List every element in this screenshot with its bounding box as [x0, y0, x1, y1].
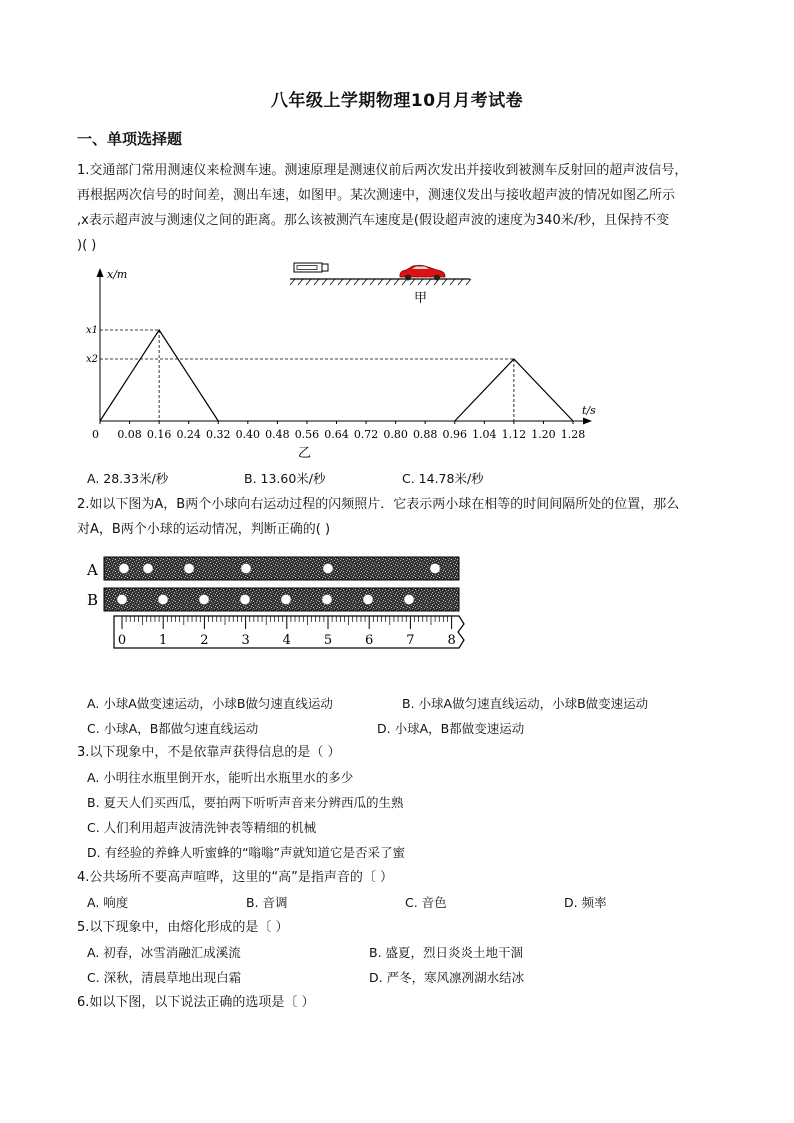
q2-option-c[interactable]: C. 小球A，B都做匀速直线运动	[87, 721, 259, 736]
page-title: 八年级上学期物理10月月考试卷	[270, 91, 524, 111]
x-tick-label: 0.72	[353, 428, 379, 441]
x-tick-label: 0.24	[176, 428, 201, 441]
x-tick-label: 0.96	[442, 428, 467, 441]
ball-b-2	[158, 595, 168, 605]
q2-line-1: 2.如以下图为A，B两个小球向右运动过程的闪频照片．它表示两小球在相等的时间间隔所处的位置，那么	[77, 497, 680, 512]
x-tick-label: 0.32	[206, 428, 231, 441]
ball-b-5	[281, 595, 291, 605]
ball-a-4	[241, 564, 251, 574]
ball-b-4	[240, 595, 250, 605]
x-tick-label: 0.80	[383, 428, 408, 441]
q3-stem: 3.以下现象中，不是依靠声获得信息的是（ ）	[77, 745, 341, 760]
x-tick-label: 1.20	[531, 428, 556, 441]
ball-b-3	[199, 595, 209, 605]
x-tick-label: 0.48	[265, 428, 290, 441]
x-tick-label: 1.28	[560, 428, 586, 441]
x-tick-label: 0.88	[412, 428, 438, 441]
q5-option-d[interactable]: D. 严冬，寒风凛冽湖水结冰	[369, 970, 525, 985]
ruler-label: 0	[117, 633, 127, 648]
x-tick-label: 1.04	[472, 428, 497, 441]
q4-option-a[interactable]: A. 响度	[87, 895, 129, 910]
strip-a	[104, 557, 459, 580]
q2-line-2: 对A，B两个小球的运动情况，判断正确的( )	[77, 522, 331, 537]
q1-option-a[interactable]: A. 28.33米/秒	[87, 471, 169, 486]
ball-a-2	[143, 564, 153, 574]
q5-option-c[interactable]: C. 深秋，清晨草地出现白霜	[87, 970, 242, 985]
y-tick-x2: x2	[86, 354, 99, 365]
ruler	[114, 616, 464, 648]
car-icon	[400, 265, 445, 280]
figure-yi-graph	[86, 268, 596, 458]
q6-stem: 6.如以下图，以下说法正确的选项是〔 ）	[77, 995, 315, 1010]
x-tick-label: 0.56	[294, 428, 320, 441]
ball-a-1	[119, 564, 129, 574]
x-tick-label: 0	[92, 428, 99, 441]
ruler-label: 7	[406, 633, 415, 648]
q4-option-b[interactable]: B. 音调	[246, 895, 288, 910]
ball-b-8	[404, 595, 414, 605]
figure-jia-label: 甲	[414, 291, 428, 306]
strip-b-label: B	[87, 591, 99, 609]
ruler-label: 2	[200, 633, 209, 648]
q1-option-c[interactable]: C. 14.78米/秒	[402, 471, 484, 486]
ruler-label: 4	[282, 633, 291, 648]
x-tick-label: 1.12	[501, 428, 527, 441]
x-tick-label: 0.64	[324, 428, 349, 441]
y-axis-arrow	[97, 268, 104, 277]
ruler-label: 3	[241, 633, 250, 648]
q2-option-b[interactable]: B. 小球A做匀速直线运动，小球B做变速运动	[402, 696, 649, 711]
ball-b-7	[363, 595, 373, 605]
ruler-label: 6	[365, 633, 374, 648]
y-tick-x1: x1	[86, 325, 99, 336]
x-axis-arrow	[583, 418, 592, 425]
ball-a-5	[323, 564, 333, 574]
q2-figure	[84, 550, 484, 660]
ruler-label: 8	[447, 633, 456, 648]
ball-b-6	[322, 595, 332, 605]
x-axis-label: t/s	[582, 404, 596, 417]
ruler-label: 1	[159, 633, 168, 648]
x-tick-label: 0.08	[117, 428, 142, 441]
ball-a-3	[184, 564, 194, 574]
ball-b-1	[117, 595, 127, 605]
q1-line-1: 1.交通部门常用测速仪来检测车速。测速原理是测速仪前后两次发出并接收到被测车反射回的超声波信号，	[77, 163, 688, 178]
q2-option-d[interactable]: D. 小球A，B都做变速运动	[377, 721, 525, 736]
q3-option-d[interactable]: D. 有经验的养蜂人听蜜蜂的“嗡嗡”声就知道它是否采了蜜	[87, 845, 406, 860]
q1-line-4: )( )	[77, 238, 97, 253]
q1-figure	[80, 258, 600, 458]
x-tick-label: 0.16	[146, 428, 172, 441]
q3-option-c[interactable]: C. 人们利用超声波清洗钟表等精细的机械	[87, 820, 317, 835]
q5-stem: 5.以下现象中，由熔化形成的是〔 ）	[77, 920, 289, 935]
q1-line-2: 再根据两次信号的时间差，测出车速，如图甲。某次测速中，测速仪发出与接收超声波的情况如图乙所示	[77, 188, 676, 203]
ball-a-6	[430, 564, 440, 574]
q4-option-c[interactable]: C. 音色	[405, 895, 447, 910]
figure-jia	[290, 263, 471, 306]
q5-option-a[interactable]: A. 初春，冰雪消融汇成溪流	[87, 945, 241, 960]
q1-line-3: ,x表示超声波与测速仪之间的距离。那么该被测汽车速度是(假设超声波的速度为340米/秒，且保持不变	[77, 213, 670, 228]
ruler-label: 5	[323, 633, 333, 648]
q4-option-d[interactable]: D. 频率	[564, 895, 607, 910]
q2-option-a[interactable]: A. 小球A做变速运动，小球B做匀速直线运动	[87, 696, 333, 711]
q4-stem: 4.公共场所不要高声喧哗，这里的“高”是指声音的〔 ）	[77, 870, 394, 885]
q3-option-b[interactable]: B. 夏天人们买西瓜，要拍两下听听声音来分辨西瓜的生熟	[87, 795, 404, 810]
q1-option-b[interactable]: B. 13.60米/秒	[244, 471, 326, 486]
figure-yi-label: 乙	[298, 446, 312, 458]
section-heading: 一、单项选择题	[77, 130, 183, 148]
speed-gun-icon	[294, 263, 328, 272]
x-tick-label: 0.40	[235, 428, 261, 441]
strip-a-label: A	[87, 561, 98, 579]
q3-option-a[interactable]: A. 小明往水瓶里倒开水，能听出水瓶里水的多少	[87, 770, 354, 785]
q5-option-b[interactable]: B. 盛夏，烈日炎炎土地干涸	[369, 945, 524, 960]
y-axis-label: x/m	[107, 268, 128, 281]
